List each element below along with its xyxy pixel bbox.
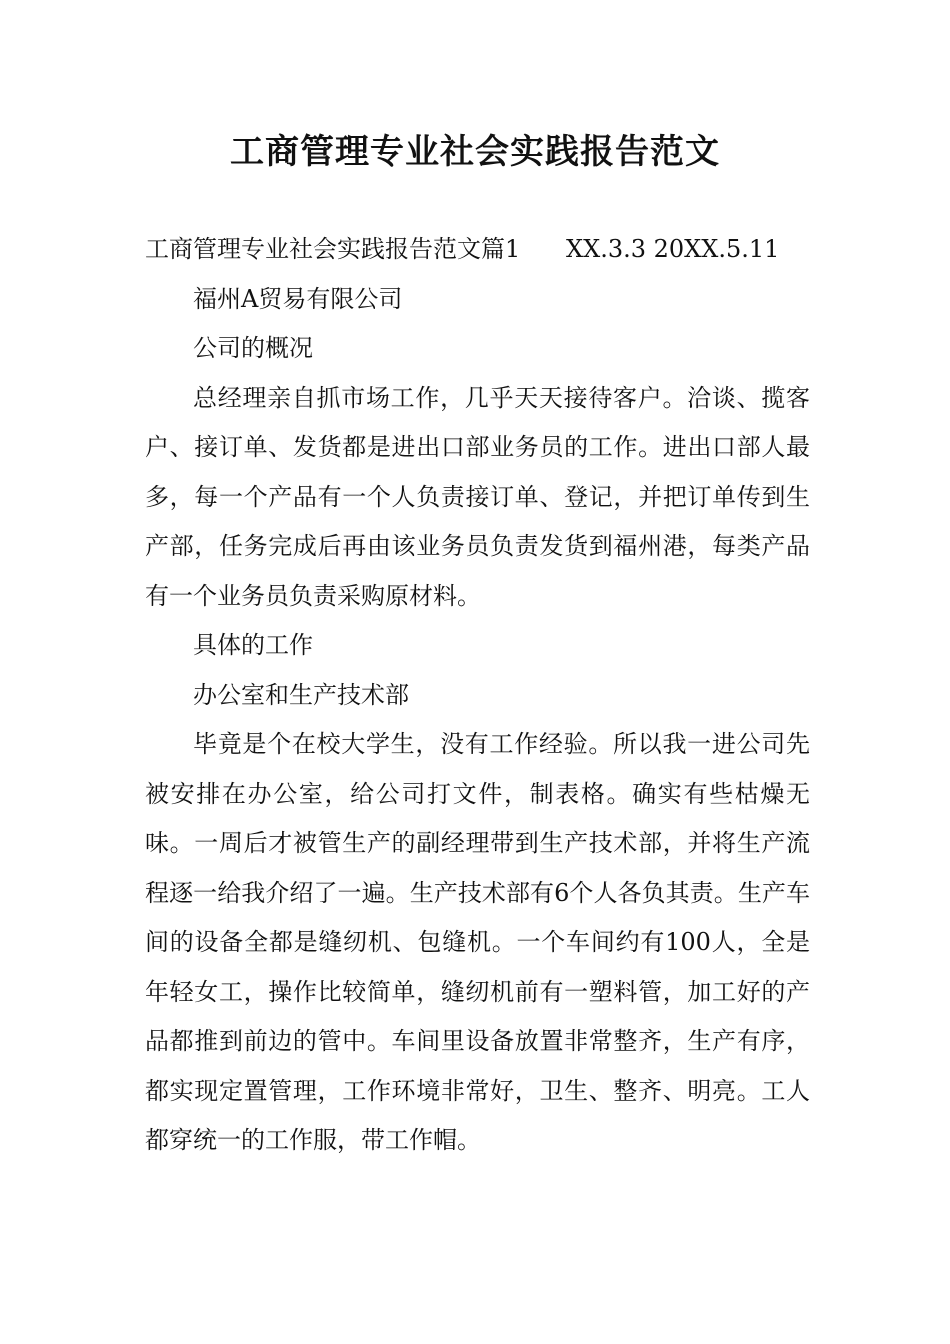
document-title: 工商管理专业社会实践报告范文 <box>230 132 720 172</box>
subsection-heading-office: 办公室和生产技术部 <box>193 680 409 709</box>
company-name-paragraph: 福州A贸易有限公司 <box>193 284 403 313</box>
overview-paragraph: 总经理亲自抓市场工作，几乎天天接待客户。洽谈、揽客户、接订单、发货都是进出口部业务员的工作。进出口部人最多，每一个产品有一个人负责接订单、登记，并把订单传到生产部，任务完成后再由该业务员负责发货到福州港，每类产品有一个业务员负责采购原材料。 <box>145 383 810 610</box>
section-heading-overview: 公司的概况 <box>193 334 313 362</box>
work-paragraph: 毕竟是个在校大学生，没有工作经验。所以我一进公司先被安排在办公室，给公司打文件，制表格。确实有些枯燥无味。一周后才被管生产的副经理带到生产技术部，并将生产流程逐一给我介绍了一遍。生产技术部有6个人各负其责。生产车间的设备全都是缝纫机、包缝机。一个车间约有100人，全是年轻女工，操作比较简单，缝纫机前有一塑料管，加工好的产品都推到前边的管中。车间里设备放置非常整齐，生产有序，都实现定置管理，工作环境非常好，卫生、整齐、明亮。工人都穿统一的工作服，带工作帽。 <box>145 730 810 1154</box>
section-heading-work: 具体的工作 <box>193 631 313 659</box>
document-body <box>145 225 810 1166</box>
heading-line: 工商管理专业社会实践报告范文篇1 XX.3.3 20XX.5.11 <box>145 235 780 263</box>
